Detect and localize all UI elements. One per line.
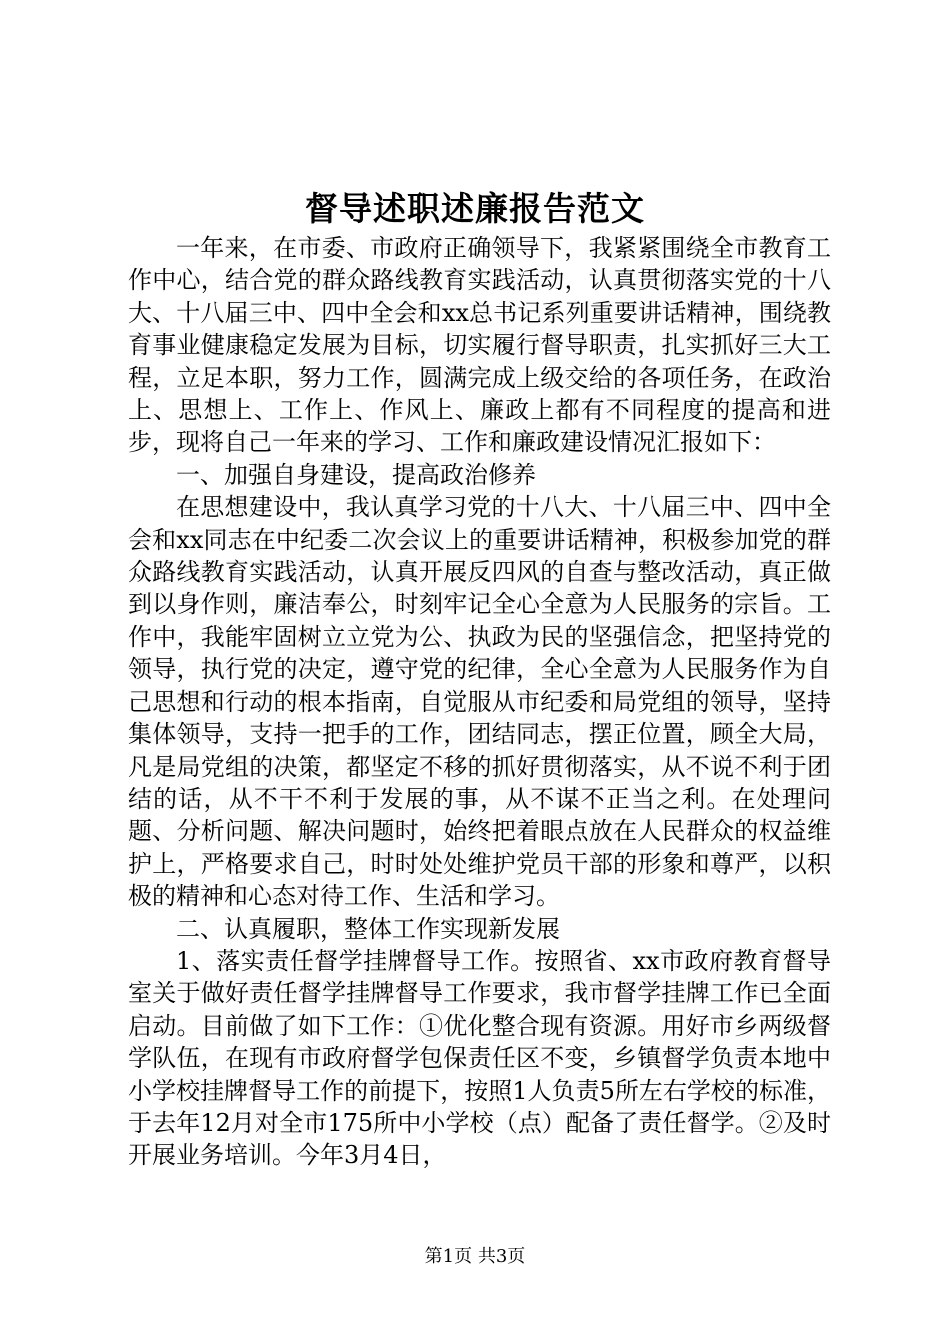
intro-paragraph: 一年来，在市委、市政府正确领导下，我紧紧围绕全市教育工作中心，结合党的群众路线教育实践活动，认真贯彻落实党的十八大、十八届三中、四中全会和xx总书记系列重要讲话精神，围绕教育事业健康稳定发展为目标，切实履行督导职责，扎实抓好三大工程，立足本职，努力工作，圆满完成上级交给的各项任务，在政治上、思想上、工作上、作风上、廉政上都有不同程度的提高和进步，现将自己一年来的学习、工作和廉政建设情况汇报如下： <box>128 234 831 457</box>
section-2-paragraph: 1、落实责任督学挂牌督导工作。按照省、xx市政府教育督导室关于做好责任督学挂牌督导工作要求，我市督学挂牌工作已全面启动。目前做了如下工作：①优化整合现有资源。用好市乡两级督学队伍，在现有市政府督学包保责任区不变，乡镇督学负责本地中小学校挂牌督导工作的前提下，按照1人负责5所左右学校的标准，于去年12月对全市175所中小学校（点）配备了责任督学。②及时开展业务培训。今年3月4日， <box>128 946 831 1170</box>
section-1-paragraph: 在思想建设中，我认真学习党的十八大、十八届三中、四中全会和xx同志在中纪委二次会议上的重要讲话精神，积极参加党的群众路线教育实践活动，认真开展反四风的自查与整改活动，真正做到以身作则，廉洁奉公，时刻牢记全心全意为人民服务的宗旨。工作中，我能牢固树立立党为公、执政为民的坚强信念，把坚持党的领导，执行党的决定，遵守党的纪律，全心全意为人民服务作为自己思想和行动的根本指南，自觉服从市纪委和局党组的领导，坚持集体领导，支持一把手的工作，团结同志，摆正位置，顾全大局，凡是局党组的决策，都坚定不移的抓好贯彻落实，从不说不利于团结的话，从不干不利于发展的事，从不谋不正当之利。在处理问题、分析问题、解决问题时，始终把着眼点放在人民群众的权益维护上，严格要求自己，时时处处维护党员干部的形象和尊严，以积极的精神和心态对待工作、生活和学习。 <box>128 493 831 911</box>
section-heading-1: 一、加强自身建设，提高政治修养 <box>176 460 536 489</box>
section-heading-2: 二、认真履职，整体工作实现新发展 <box>176 914 560 943</box>
document-title: 督导述职述廉报告范文 <box>305 189 645 228</box>
document-body <box>128 232 831 1172</box>
page-footer: 第1页 共3页 <box>424 1246 526 1267</box>
